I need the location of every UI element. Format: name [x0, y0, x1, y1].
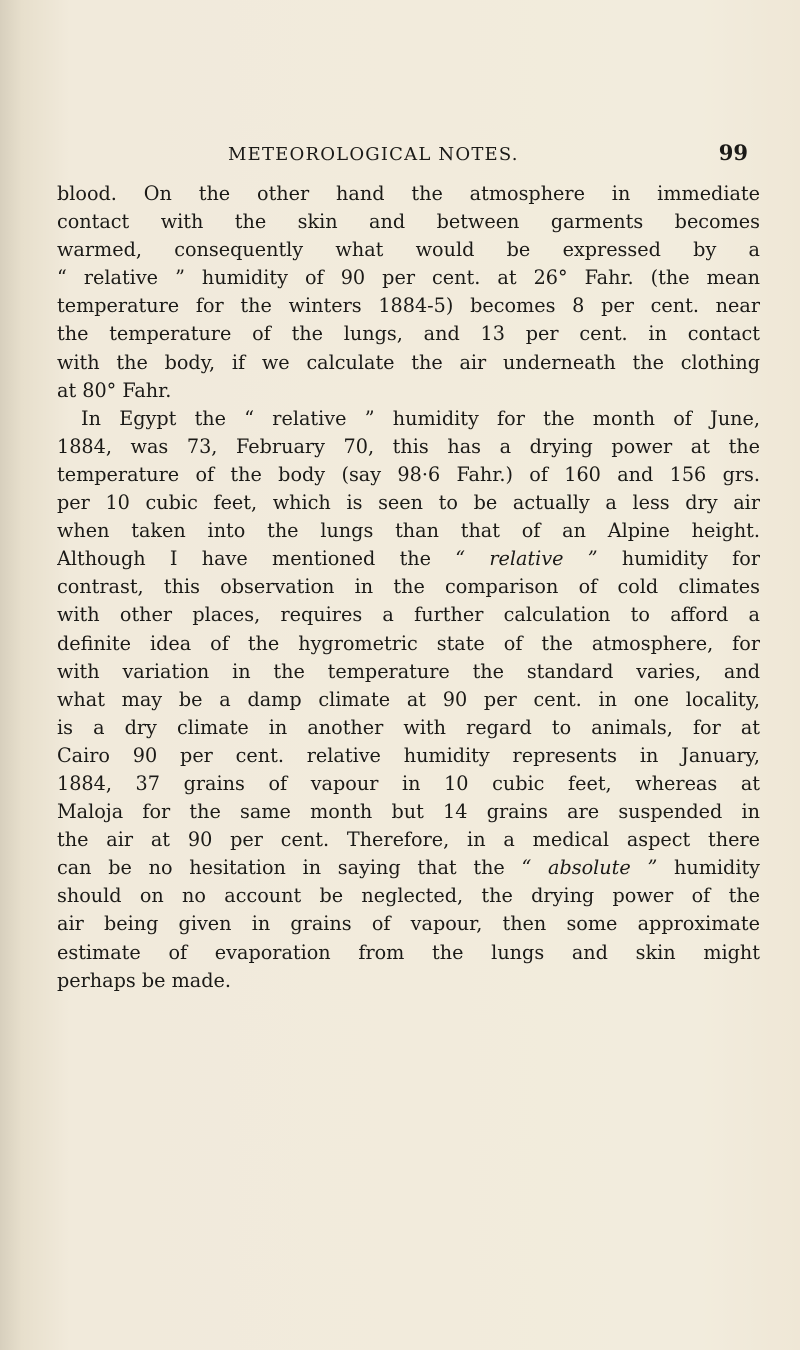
text-line: with variation in the temperature the standard varies, and — [57, 659, 760, 683]
text-line: contrast, this observation in the comparison of cold climates — [57, 575, 760, 599]
text-line: Cairo 90 per cent. relative humidity represents in January, — [57, 743, 760, 767]
text-span: can be no hesitation in saying that the — [57, 856, 522, 880]
text-line: “ relative ” humidity of 90 per cent. at 26° Fahr. (the mean — [57, 266, 760, 290]
text-line: warmed, consequently what would be expressed by a — [57, 238, 760, 262]
text-line: blood. On the other hand the atmosphere in immediate — [57, 182, 760, 205]
text-line: temperature for the winters 1884-5) becomes 8 per cent. near — [57, 294, 760, 318]
text-line: 1884, 37 grains of vapour in 10 cubic feet, whereas at — [57, 771, 760, 795]
text-span: Although I have mentioned the — [57, 547, 456, 571]
text-line: what may be a damp climate at 90 per cent. in one locality, — [57, 687, 760, 711]
text-line: per 10 cubic feet, which is seen to be actually a less dry air — [57, 491, 760, 515]
text-line: definite idea of the hygrometric state of the atmosphere, for — [57, 631, 760, 655]
text-line: at 80° Fahr. — [57, 378, 172, 402]
italic-term-relative: “ relative ” — [455, 547, 598, 571]
text-line: temperature of the body (say 98·6 Fahr.) of 160 and 156 grs. — [57, 462, 760, 486]
body-text — [57, 180, 760, 992]
text-span: humidity — [657, 856, 760, 880]
text-line: perhaps be made. — [57, 968, 231, 992]
text-line: estimate of evaporation from the lungs and skin might — [57, 940, 760, 964]
text-line: with the body, if we calculate the air underneath the clothing — [57, 350, 760, 374]
text-line: should on no account be neglected, the drying power of the — [57, 884, 760, 908]
running-head — [228, 140, 748, 168]
text-line: In Egypt the “ relative ” humidity for the month of June, — [81, 406, 760, 430]
text-line: when taken into the lungs than that of an Alpine height. — [57, 519, 760, 543]
italic-term-absolute: “ absolute ” — [521, 856, 658, 880]
text-line: is a dry climate in another with regard to animals, for at — [57, 715, 760, 739]
running-title: METEOROLOGICAL NOTES. — [228, 144, 519, 165]
text-line-relative — [57, 545, 760, 573]
text-line: 1884, was 73, February 70, this has a drying power at the — [57, 434, 760, 458]
text-line: Maloja for the same month but 14 grains are suspended in — [57, 800, 760, 824]
text-line: air being given in grains of vapour, then some approximate — [57, 912, 760, 936]
page-number: 99 — [718, 140, 748, 165]
text-span: humidity for — [597, 547, 760, 571]
text-line: the air at 90 per cent. Therefore, in a medical aspect there — [57, 828, 760, 852]
text-line: contact with the skin and between garments becomes — [57, 210, 760, 234]
text-line: the temperature of the lungs, and 13 per cent. in contact — [57, 322, 760, 346]
text-line-absolute — [57, 854, 760, 882]
text-line: with other places, requires a further calculation to afford a — [57, 603, 760, 627]
